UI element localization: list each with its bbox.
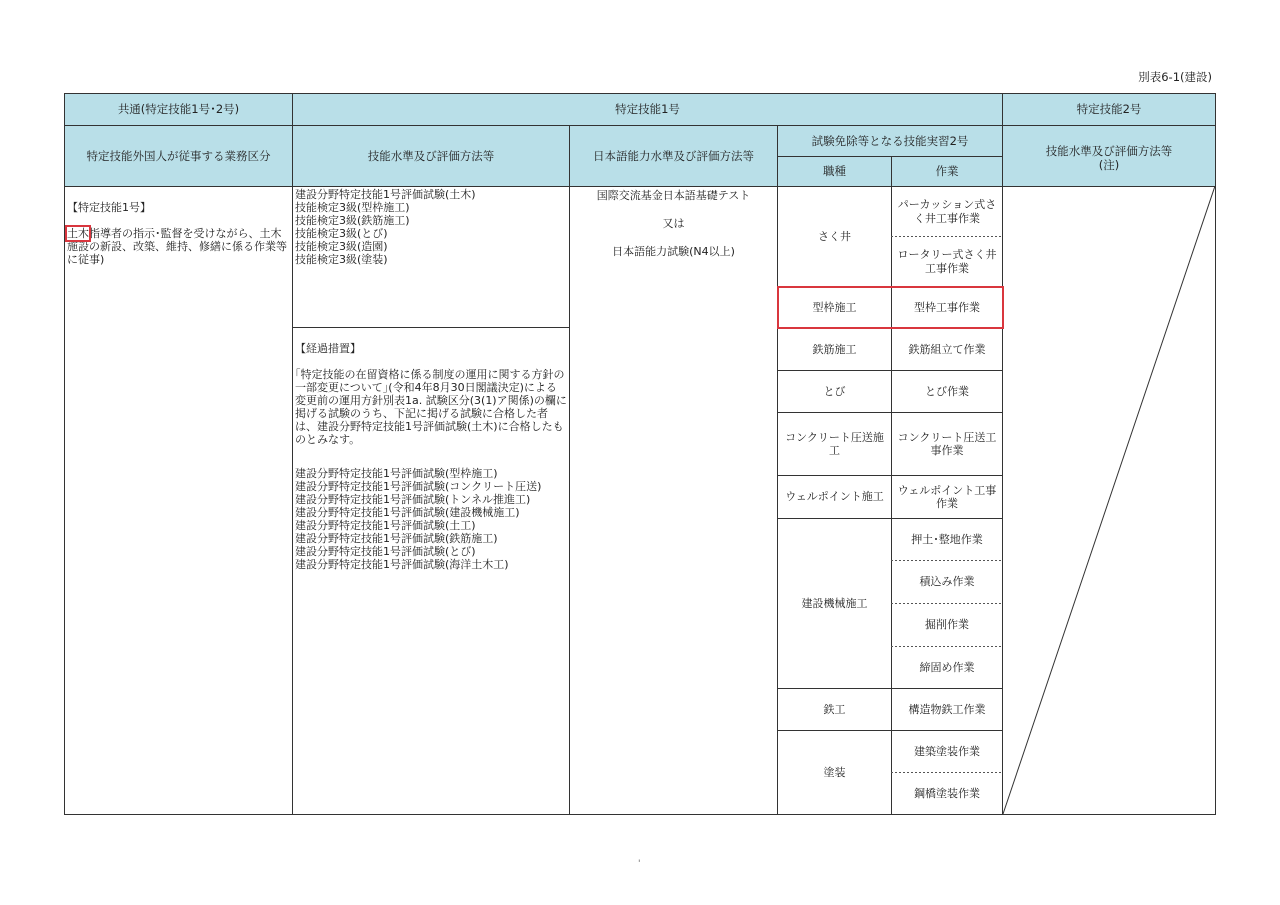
occupation-katawaku: 型枠施工 <box>812 300 857 314</box>
business-text: 指導者の指示･監督を受けながら、土木施設の新設、改築、維持、修繕に係る作業等に従事) <box>67 227 287 266</box>
page-mark: ' <box>638 859 641 869</box>
transitional-text: ｢特定技能の在留資格に係る制度の運用に関する方針の一部変更について｣(令和4年8月30日閣議決定)による変更前の運用方針別表1a. 試験区分(3(1)ア関係)の欄に掲げる試験のうち、下記に掲げる試験に合格した者は、建設分野特定技能1号評価試験(土木)に合格したものとみなす。 <box>295 368 567 446</box>
japanese-line-2: 又は <box>662 217 685 230</box>
highlight-term: 土木 <box>67 227 89 240</box>
header-skill-level-2: 技能水準及び評価方法等 (注) <box>1003 126 1215 186</box>
work-kussaku: 掘削作業 <box>925 618 969 632</box>
business-description <box>65 187 292 280</box>
japanese-requirements <box>570 187 777 258</box>
work-tekko: 構造物鉄工作業 <box>908 702 986 716</box>
work-tobi: とび作業 <box>925 384 969 398</box>
work-oshido: 押土･整地作業 <box>911 532 983 546</box>
work-shimekatame: 締固め作業 <box>919 660 975 674</box>
appendix-ref-label: 別表6-1(建設) <box>1138 70 1212 84</box>
header-work: 作業 <box>892 157 1002 186</box>
occupation-wellpoint: ウェルポイント施工 <box>785 490 884 504</box>
occupation-sakui: さく井 <box>818 229 851 243</box>
header-japanese-level: 日本語能力水準及び評価方法等 <box>570 126 777 186</box>
work-concrete: コンクリート圧送工事作業 <box>897 430 997 457</box>
header-common: 共通(特定技能1号･2号) <box>65 94 292 125</box>
occupation-tekkin: 鉄筋施工 <box>812 342 857 356</box>
header-tokutei2: 特定技能2号 <box>1003 94 1215 125</box>
japanese-line-3: 日本語能力試験(N4以上) <box>612 245 735 258</box>
transitional-title: 【経過措置】 <box>295 342 361 355</box>
work-wellpoint: ウェルポイント工事作業 <box>897 483 997 510</box>
occupation-tekko: 鉄工 <box>823 702 846 716</box>
occupation-construction-machinery: 建設機械施工 <box>801 596 868 610</box>
transitional-tests: 建設分野特定技能1号評価試験(型枠施工) 建設分野特定技能1号評価試験(コンクリート圧送) 建設分野特定技能1号評価試験(トンネル推進工) 建設分野特定技能1号評価試験(建設機械施工) 建設分野特定技能1号評価試験(土工) 建設分野特定技能1号評価試験(鉄筋施工) 建設分野特定技能1号評価試験(とび) 建設分野特定技能1号評価試験(海洋土木工) <box>295 467 542 571</box>
work-tekkin: 鉄筋組立て作業 <box>908 342 986 356</box>
header-exemption: 試験免除等となる技能実習2号 <box>778 126 1002 156</box>
header-occupation: 職種 <box>778 157 891 186</box>
occupation-tosou: 塗装 <box>823 765 846 779</box>
work-rotary-sakui: ロータリー式さく井工事作業 <box>897 248 997 275</box>
skill-tests-list: 建設分野特定技能1号評価試験(土木) 技能検定3級(型枠施工) 技能検定3級(鉄筋施工) 技能検定3級(とび) 技能検定3級(造園) 技能検定3級(塗装) <box>295 188 476 266</box>
business-title: 【特定技能1号】 <box>67 201 151 214</box>
construction-skills-table <box>64 93 1216 815</box>
japanese-line-1: 国際交流基金日本語基礎テスト <box>596 189 751 202</box>
work-percussion-sakui: パーカッション式さく井工事作業 <box>897 198 997 225</box>
work-katawaku: 型枠工事作業 <box>914 300 980 314</box>
work-kenchiku-tosou: 建築塗装作業 <box>914 744 980 758</box>
header-tokutei1: 特定技能1号 <box>293 94 1002 125</box>
occupation-concrete: コンクリート圧送施工 <box>785 430 884 457</box>
occupation-tobi: とび <box>823 384 846 398</box>
header-skill-level: 技能水準及び評価方法等 <box>293 126 569 186</box>
header-business-category: 特定技能外国人が従事する業務区分 <box>65 126 292 186</box>
work-kyoryo-tosou: 鋼橋塗装作業 <box>914 786 980 800</box>
work-tsumikomi: 積込み作業 <box>919 575 975 589</box>
transitional-measures <box>293 328 569 585</box>
